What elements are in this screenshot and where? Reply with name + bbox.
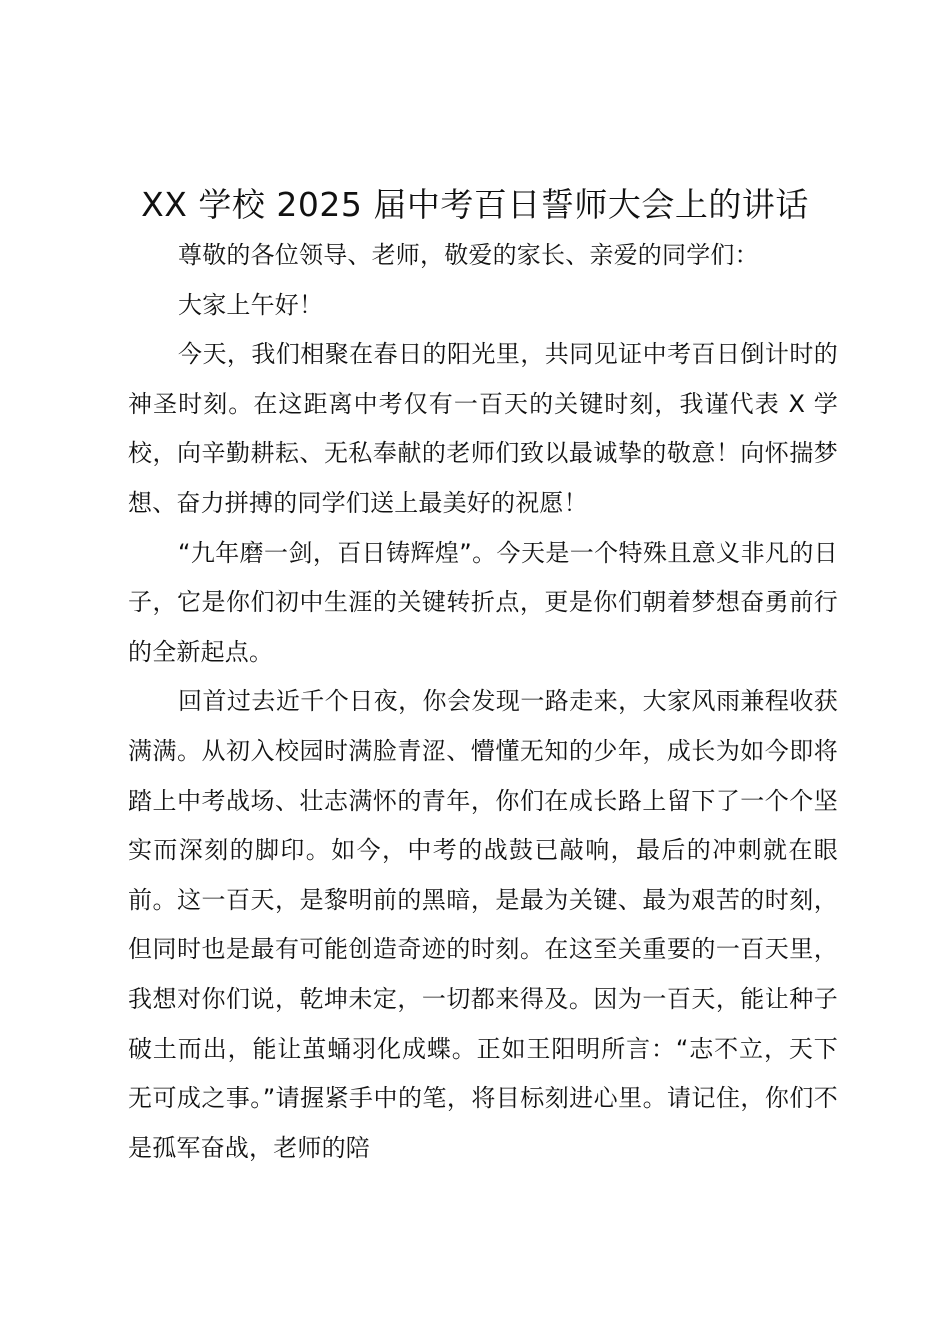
body-paragraph: 回首过去近千个日夜，你会发现一路走来，大家风雨兼程收获满满。从初入校园时满脸青涩、懵懂无知的少年，成长为如今即将踏上中考战场、壮志满怀的青年，你们在成长路上留下了一个个坚实而深刻的脚印。如今，中考的战鼓已敲响，最后的冲刺就在眼前。这一百天，是黎明前的黑暗，是最为关键、最为艰苦的时刻，但同时也是最有可能创造奇迹的时刻。在这至关重要的一百天里，我想对你们说，乾坤未定，一切都来得及。因为一百天，能让种子破土而出，能让茧蛹羽化成蝶。正如王阳明所言：“志不立，天下无可成之事。”请握紧手中的笔，将目标刻进心里。请记住，你们不是孤军奋战，老师的陪 [128, 687, 838, 1162]
body-paragraph: “九年磨一剑，百日铸辉煌”。今天是一个特殊且意义非凡的日子，它是你们初中生涯的关键转折点，更是你们朝着梦想奋勇前行的全新起点。 [128, 538, 838, 666]
document-title: XX 学校 2025 届中考百日誓师大会上的讲话 [141, 185, 809, 224]
salutation-paragraph: 尊敬的各位领导、老师，敬爱的家长、亲爱的同学们： [178, 241, 759, 269]
document-body [128, 231, 838, 1173]
greeting-paragraph: 大家上午好！ [178, 290, 324, 319]
body-paragraph: 今天，我们相聚在春日的阳光里，共同见证中考百日倒计时的神圣时刻。在这距离中考仅有一百天的关键时刻，我谨代表 X 学校，向辛勤耕耘、无私奉献的老师们致以最诚挚的敬意！向怀揣梦想、奋力拼搏的同学们送上最美好的祝愿！ [128, 340, 838, 517]
